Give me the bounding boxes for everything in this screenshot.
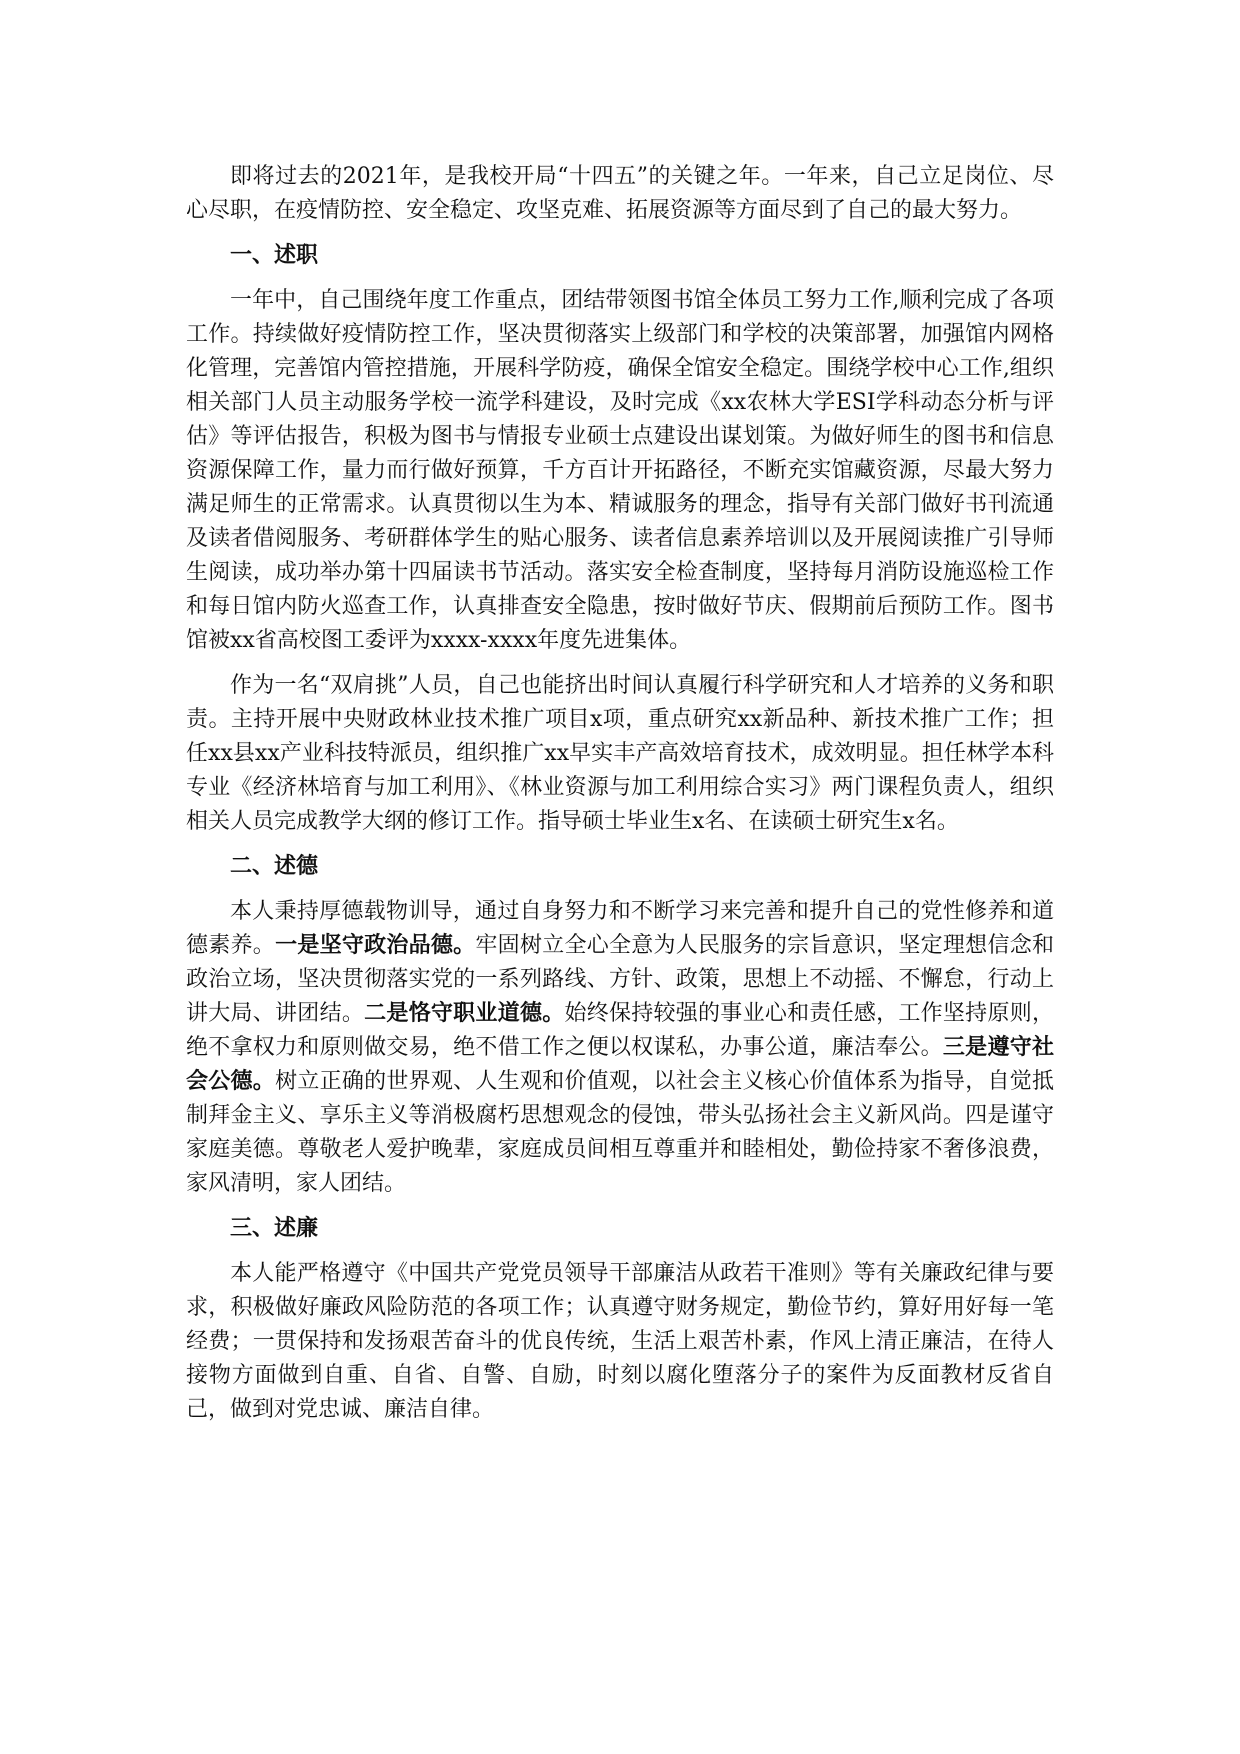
virtue-point-political: 一是坚守政治品德。 xyxy=(275,933,476,958)
virtue-text-3: 始终保持较强的事业心和责任感，工作坚持原则，绝不拿权力和原则做交易，绝不借工作之便以权谋私，办事公道，廉洁奉公。 xyxy=(186,1001,1054,1060)
virtue-paragraph xyxy=(186,895,1054,1201)
virtue-text-2: 牢固树立全心全意为人民服务的宗旨意识，坚定理想信念和政治立场，坚决贯彻落实党的一系列路线、方针、政策，思想上不动摇、不懈怠，行动上讲大局、讲团结。 xyxy=(186,933,1054,1026)
virtue-point-professional: 二是恪守职业道德。 xyxy=(364,1001,565,1026)
intro-paragraph: 即将过去的2021年，是我校开局“十四五”的关键之年。一年来，自己立足岗位、尽心尽职，在疫情防控、安全稳定、攻坚克难、拓展资源等方面尽到了自己的最大努力。 xyxy=(186,164,1054,223)
virtue-text-1: 本人秉持厚德载物训导，通过自身努力和不断学习来完善和提升自己的党性修养和道德素养。 xyxy=(186,899,1054,958)
section-heading-duty: 一、述职 xyxy=(230,243,319,268)
duty-paragraph-2: 作为一名“双肩挑”人员，自己也能挤出时间认真履行科学研究和人才培养的义务和职责。主持开展中央财政林业技术推广项目x项，重点研究xx新品种、新技术推广工作；担任xx县xx产业科技特派员，组织推广xx早实丰产高效培育技术，成效明显。担任林学本科专业《经济林培育与加工利用》、《林业资源与加工利用综合实习》两门课程负责人，组织相关人员完成教学大纲的修订工作。指导硕士毕业生x名、在读硕士研究生x名。 xyxy=(186,673,1054,834)
section-heading-integrity: 三、述廉 xyxy=(230,1216,319,1241)
integrity-paragraph: 本人能严格遵守《中国共产党党员领导干部廉洁从政若干准则》等有关廉政纪律与要求，积极做好廉政风险防范的各项工作；认真遵守财务规定，勤俭节约，算好用好每一笔经费；一贯保持和发扬艰苦奋斗的优良传统，生活上艰苦朴素，作风上清正廉洁，在待人接物方面做到自重、自省、自警、自励，时刻以腐化堕落分子的案件为反面教材反省自己，做到对党忠诚、廉洁自律。 xyxy=(186,1261,1054,1422)
section-heading-virtue: 二、述德 xyxy=(230,854,319,879)
virtue-point-social: 三是遵守社会公德。 xyxy=(186,1035,1054,1094)
virtue-text-4: 树立正确的世界观、人生观和价值观，以社会主义核心价值体系为指导，自觉抵制拜金主义、享乐主义等消极腐朽思想观念的侵蚀，带头弘扬社会主义新风尚。四是谨守家庭美德。尊敬老人爱护晚辈，家庭成员间相互尊重并和睦相处，勤俭持家不奢侈浪费，家风清明，家人团结。 xyxy=(186,1069,1054,1196)
duty-paragraph-1: 一年中，自己围绕年度工作重点，团结带领图书馆全体员工努力工作,顺利完成了各项工作。持续做好疫情防控工作，坚决贯彻落实上级部门和学校的决策部署，加强馆内网格化管理，完善馆内管控措施，开展科学防疫，确保全馆安全稳定。围绕学校中心工作,组织相关部门人员主动服务学校一流学科建设，及时完成《xx农林大学ESI学科动态分析与评估》等评估报告，积极为图书与情报专业硕士点建设出谋划策。为做好师生的图书和信息资源保障工作，量力而行做好预算，千方百计开拓路径，不断充实馆藏资源，尽最大努力满足师生的正常需求。认真贯彻以生为本、精诚服务的理念，指导有关部门做好书刊流通及读者借阅服务、考研群体学生的贴心服务、读者信息素养培训以及开展阅读推广引导师生阅读，成功举办第十四届读书节活动。落实安全检查制度，坚持每月消防设施巡检工作和每日馆内防火巡查工作，认真排查安全隐患，按时做好节庆、假期前后预防工作。图书馆被xx省高校图工委评为xxxx-xxxx年度先进集体。 xyxy=(186,288,1054,653)
document-page xyxy=(186,160,1054,1438)
